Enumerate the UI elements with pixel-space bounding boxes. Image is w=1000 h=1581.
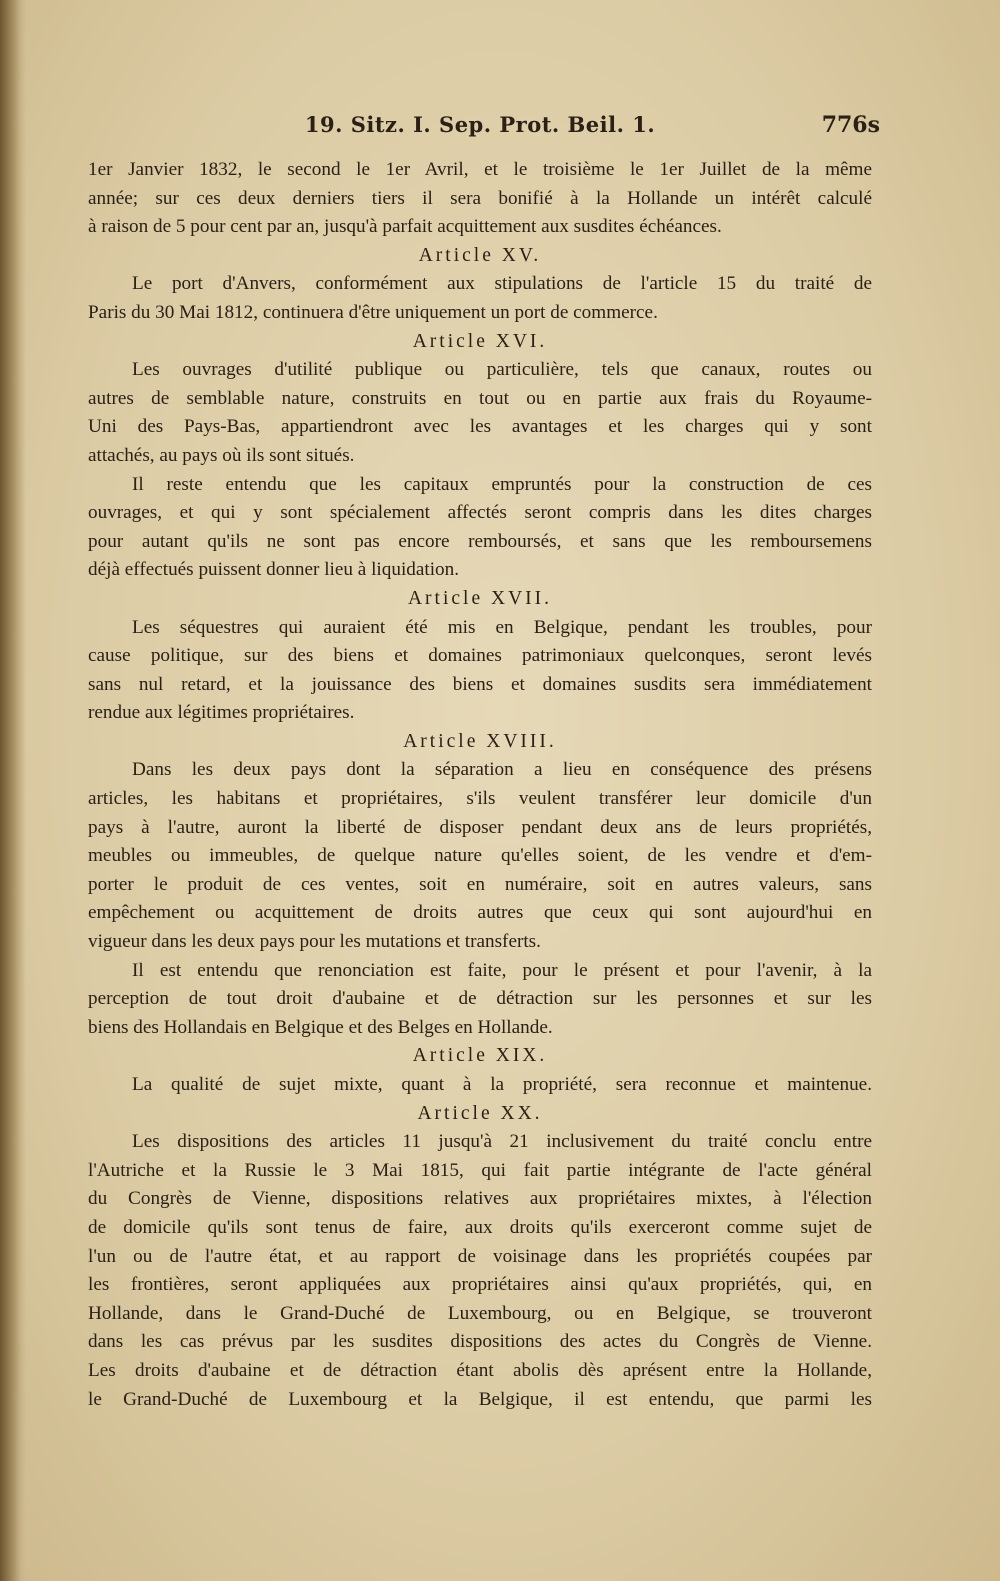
text-line: année; sur ces deux derniers tiers il sera bonifié à la Hollande un intérêt calculé: [88, 187, 872, 209]
text-line: pour autant qu'ils ne sont pas encore remboursés, et sans que les remboursemens: [88, 530, 872, 552]
running-title: 19. Sitz. I. Sep. Prot. Beil. 1.: [304, 112, 656, 137]
text-line: articles, les habitans et propriétaires, s'ils veulent transférer leur domicile d'un: [88, 788, 872, 810]
text-line: Paris du 30 Mai 1812, continuera d'être uniquement un port de commerce.: [88, 301, 658, 323]
text-line: Dans les deux pays dont la séparation a lieu en conséquence des présens: [132, 759, 872, 781]
text-line: sans nul retard, et la jouissance des biens et domaines susdits sera immédiatement: [88, 673, 872, 695]
text-line: rendue aux légitimes propriétaires.: [88, 702, 355, 724]
text-line: de domicile qu'ils sont tenus de faire, aux droits qu'ils exerceront comme sujet de: [88, 1216, 872, 1238]
text-line: cause politique, sur des biens et domaines patrimoniaux quelconques, seront levés: [88, 645, 872, 667]
text-line: Il reste entendu que les capitaux empruntés pour la construction de ces: [132, 473, 872, 495]
text-line: vigueur dans les deux pays pour les mutations et transferts.: [88, 931, 541, 953]
article-heading-xx: Article XX.: [417, 1102, 543, 1124]
article-heading-xvi: Article XVI.: [412, 330, 548, 352]
text-line: ouvrages, et qui y sont spécialement affectés seront compris dans les dites charges: [88, 502, 872, 524]
text-line: déjà effectués puissent donner lieu à liquidation.: [88, 559, 460, 581]
text-line: l'Autriche et la Russie le 3 Mai 1815, qui fait partie intégrante de l'acte général: [88, 1159, 872, 1181]
page-number: 776s: [821, 112, 880, 138]
text-line: les frontières, seront appliquées aux propriétaires ainsi qu'aux propriétés, qui, en: [88, 1274, 872, 1296]
article-heading-xix: Article XIX.: [412, 1045, 548, 1067]
text-line: autres de semblable nature, construits en tout ou en partie aux frais du Royaume-: [88, 387, 872, 409]
text-line: Uni des Pays-Bas, appartiendront avec les avantages et les charges qui y sont: [88, 416, 872, 438]
body-text: [88, 156, 872, 1414]
article-heading-xvii: Article XVII.: [407, 587, 553, 609]
text-line: La qualité de sujet mixte, quant à la propriété, sera reconnue et maintenue.: [132, 1074, 872, 1095]
running-header: [88, 112, 880, 146]
text-line: Le port d'Anvers, conformément aux stipulations de l'article 15 du traité de: [132, 273, 872, 295]
text-line: empêchement ou acquittement de droits autres que ceux qui sont aujourd'hui en: [88, 902, 872, 924]
text-line: attachés, au pays où ils sont situés.: [88, 444, 355, 466]
text-line: à raison de 5 pour cent par an, jusqu'à parfait acquittement aux susdites échéances.: [88, 216, 722, 238]
text-line: porter le produit de ces ventes, soit en numéraire, soit en autres valeurs, sans: [88, 873, 872, 895]
text-line: du Congrès de Vienne, dispositions relatives aux propriétaires mixtes, à l'élection: [88, 1188, 872, 1210]
text-line: meubles ou immeubles, de quelque nature qu'elles soient, de les vendre et d'em-: [88, 845, 872, 867]
text-line: Il est entendu que renonciation est faite, pour le présent et pour l'avenir, à la: [132, 959, 872, 981]
text-line: pays à l'autre, auront la liberté de disposer pendant deux ans de leurs propriétés,: [88, 816, 872, 838]
page-binding-edge: [0, 0, 26, 1581]
text-line: Les ouvrages d'utilité publique ou particulière, tels que canaux, routes ou: [132, 359, 872, 381]
text-line: l'un ou de l'autre état, et au rapport de voisinage dans les propriétés coupées par: [88, 1245, 872, 1267]
article-heading-xv: Article XV.: [418, 244, 542, 266]
text-line: le Grand-Duché de Luxembourg et la Belgique, il est entendu, que parmi les: [88, 1388, 872, 1410]
text-line: dans les cas prévus par les susdites dispositions des actes du Congrès de Vienne.: [88, 1331, 872, 1353]
text-line: Hollande, dans le Grand-Duché de Luxembourg, ou en Belgique, se trouveront: [88, 1302, 872, 1324]
text-line: perception de tout droit d'aubaine et de détraction sur les personnes et sur les: [88, 988, 872, 1010]
text-line: Les droits d'aubaine et de détraction étant abolis dès aprésent entre la Hollande,: [88, 1359, 872, 1381]
text-line: Les séquestres qui auraient été mis en Belgique, pendant les troubles, pour: [132, 616, 872, 638]
text-line: 1er Janvier 1832, le second le 1er Avril, et le troisième le 1er Juillet de la même: [88, 159, 872, 180]
text-line: Les dispositions des articles 11 jusqu'à 21 inclusivement du traité conclu entre: [132, 1131, 872, 1153]
text-line: biens des Hollandais en Belgique et des Belges en Hollande.: [88, 1016, 553, 1038]
article-heading-xviii: Article XVIII.: [403, 730, 557, 752]
